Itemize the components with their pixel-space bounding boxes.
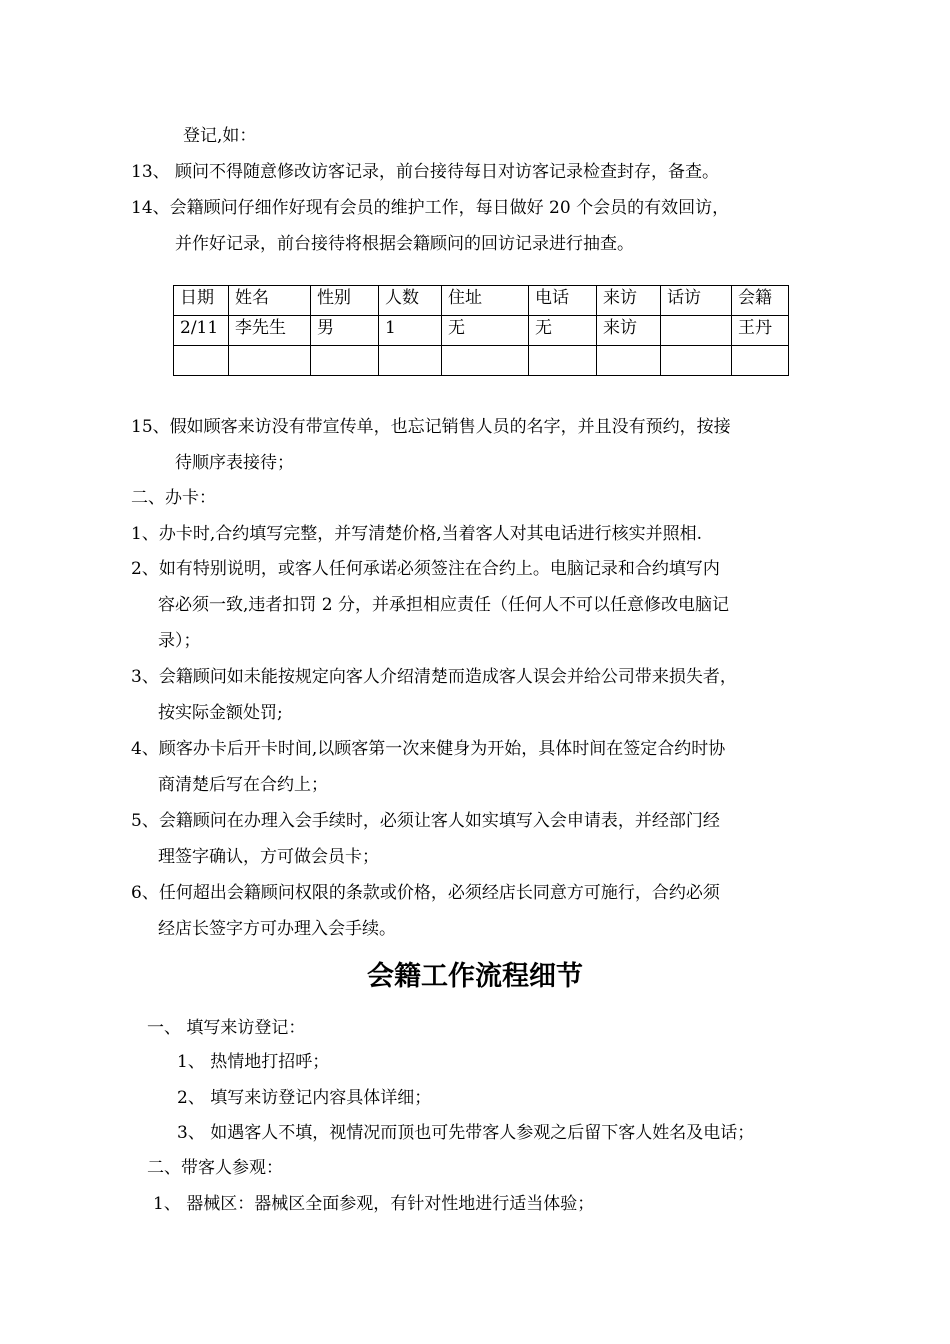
text-line: 待顺序表接待； bbox=[175, 453, 294, 473]
table-cell bbox=[661, 316, 732, 346]
text-line: 2、 填写来访登记内容具体详细； bbox=[177, 1088, 432, 1108]
table-cell: 无 bbox=[442, 316, 529, 346]
text-line: 经店长签字方可办理入会手续。 bbox=[158, 919, 396, 939]
table-cell: 1 bbox=[379, 316, 442, 346]
table-header-cell: 来访 bbox=[597, 286, 661, 316]
text-line: 二、办卡： bbox=[131, 488, 216, 508]
text-line: 一、 填写来访登记： bbox=[147, 1018, 306, 1038]
table-cell bbox=[732, 346, 789, 376]
table-cell: 2/11 bbox=[174, 316, 229, 346]
table-header-cell: 日期 bbox=[174, 286, 229, 316]
text-line: 1、 热情地打招呼； bbox=[177, 1052, 330, 1072]
text-line: 并作好记录，前台接待将根据会籍顾问的回访记录进行抽查。 bbox=[175, 234, 634, 254]
section-title: 会籍工作流程细节 bbox=[367, 961, 583, 992]
text-line: 商清楚后写在合约上； bbox=[158, 775, 328, 795]
table-cell: 无 bbox=[529, 316, 597, 346]
table-header-cell: 性别 bbox=[311, 286, 379, 316]
table-cell bbox=[379, 346, 442, 376]
text-line: 登记,如： bbox=[183, 126, 257, 146]
text-line: 4、顾客办卡后开卡时间,以顾客第一次来健身为开始，具体时间在签定合约时协 bbox=[131, 739, 726, 759]
text-line: 2、如有特别说明，或客人任何承诺必须签注在合约上。电脑记录和合约填写内 bbox=[131, 559, 720, 579]
text-line: 15、假如顾客来访没有带宣传单，也忘记销售人员的名字，并且没有预约，按接 bbox=[131, 417, 731, 437]
table-header-cell: 姓名 bbox=[229, 286, 311, 316]
table-header-cell: 会籍 bbox=[732, 286, 789, 316]
table-row bbox=[174, 316, 789, 346]
table-header-row bbox=[174, 286, 789, 316]
text-line: 理签字确认，方可做会员卡； bbox=[158, 847, 379, 867]
text-line: 1、办卡时,合约填写完整，并写清楚价格,当着客人对其电话进行核实并照相. bbox=[131, 524, 703, 544]
text-line: 3、会籍顾问如未能按规定向客人介绍清楚而造成客人误会并给公司带来损失者， bbox=[131, 667, 737, 687]
table-header-cell: 住址 bbox=[442, 286, 529, 316]
text-line: 1、 器械区：器械区全面参观，有针对性地进行适当体验； bbox=[153, 1194, 595, 1214]
table-cell bbox=[597, 346, 661, 376]
text-line: 6、任何超出会籍顾问权限的条款或价格，必须经店长同意方可施行，合约必须 bbox=[131, 883, 720, 903]
table-cell bbox=[229, 346, 311, 376]
text-line: 录）； bbox=[158, 631, 201, 651]
table-row bbox=[174, 346, 789, 376]
table-cell: 王丹 bbox=[732, 316, 789, 346]
table-header-cell: 电话 bbox=[529, 286, 597, 316]
text-line: 14、会籍顾问仔细作好现有会员的维护工作，每日做好 20 个会员的有效回访， bbox=[131, 198, 730, 218]
text-line: 按实际金额处罚; bbox=[158, 703, 283, 723]
table-header-cell: 人数 bbox=[379, 286, 442, 316]
text-line: 3、 如遇客人不填，视情况而顶也可先带客人参观之后留下客人姓名及电话； bbox=[177, 1123, 755, 1143]
text-line: 5、会籍顾问在办理入会手续时，必须让客人如实填写入会申请表，并经部门经 bbox=[131, 811, 720, 831]
table-cell: 男 bbox=[311, 316, 379, 346]
table-header-cell: 话访 bbox=[661, 286, 732, 316]
table-cell: 李先生 bbox=[229, 316, 311, 346]
text-line: 13、 顾问不得随意修改访客记录，前台接待每日对访客记录检查封存，备查。 bbox=[131, 162, 720, 182]
text-line: 二、带客人参观： bbox=[147, 1158, 283, 1178]
table-cell bbox=[311, 346, 379, 376]
table-cell bbox=[661, 346, 732, 376]
visit-record-table bbox=[173, 285, 789, 376]
table-cell bbox=[442, 346, 529, 376]
table-cell bbox=[529, 346, 597, 376]
text-line: 容必须一致,违者扣罚 2 分，并承担相应责任（任何人不可以任意修改电脑记 bbox=[158, 595, 730, 615]
table-cell: 来访 bbox=[597, 316, 661, 346]
table-cell bbox=[174, 346, 229, 376]
